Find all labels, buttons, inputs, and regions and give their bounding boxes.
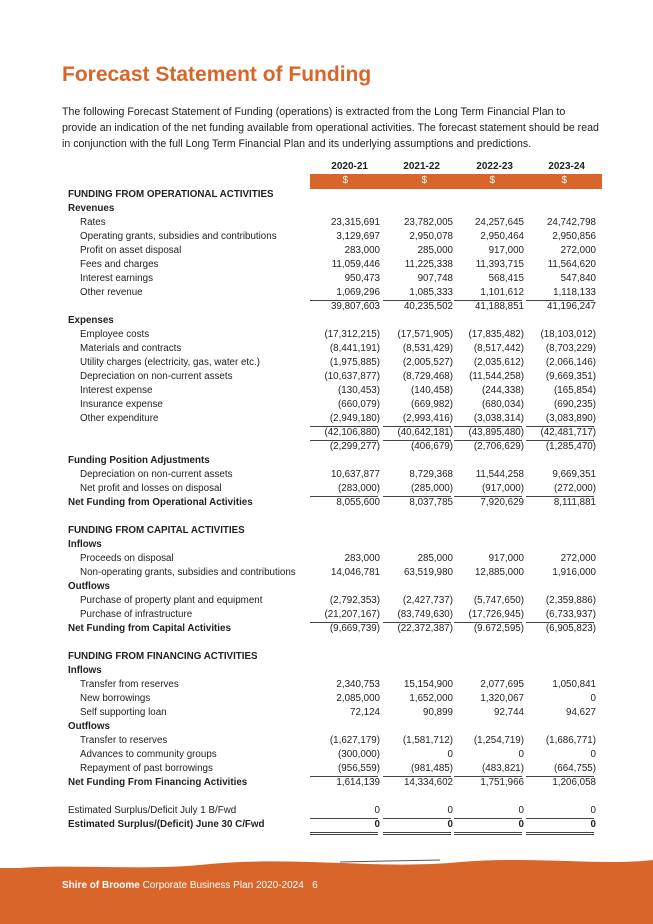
row-value: 1,751,966 (480, 777, 524, 788)
row-value: 8,729,368 (409, 469, 453, 480)
row-value: 285,000 (417, 245, 453, 256)
subtotal-rule (310, 622, 378, 623)
row-value: 1,085,333 (409, 287, 453, 298)
row-value: (2,706,629) (473, 441, 524, 452)
row-value: (8,441,191) (329, 343, 380, 354)
row-value: 15,154,900 (403, 679, 453, 690)
row-label: Depreciation on non-current assets (80, 371, 233, 382)
row-value: (1,581,712) (402, 735, 453, 746)
total-double-rule (310, 832, 378, 833)
row-value: (18,103,012) (540, 329, 596, 340)
footer-band (0, 868, 653, 924)
row-value: 11,059,446 (331, 259, 380, 270)
table-row (0, 301, 653, 315)
row-value: 0 (590, 749, 596, 760)
row-label: Repayment of past borrowings (80, 763, 213, 774)
row-value: (1,686,771) (545, 735, 596, 746)
row-label: Inflows (68, 539, 102, 550)
row-value: 0 (590, 819, 596, 830)
row-label: Other revenue (80, 287, 143, 298)
row-value: 950,473 (344, 273, 380, 284)
table-row (0, 413, 653, 427)
row-label: Outflows (68, 581, 110, 592)
row-label: Estimated Surplus/(Deficit) June 30 C/Fwd (68, 819, 265, 830)
subtotal-rule (383, 622, 451, 623)
row-value: 3,129,697 (336, 231, 380, 242)
row-value: (2,035,612) (473, 357, 524, 368)
row-value: 907,748 (417, 273, 453, 284)
row-value: 272,000 (560, 553, 596, 564)
total-double-rule (454, 834, 522, 835)
row-value: 1,206,058 (552, 777, 596, 788)
row-value: 23,782,005 (403, 217, 453, 228)
table-row (0, 329, 653, 343)
table-row (0, 399, 653, 413)
row-value: (43,895,480) (468, 427, 524, 438)
row-value: 917,000 (488, 553, 524, 564)
subtotal-rule (383, 818, 451, 819)
table-row (0, 735, 653, 749)
table-row (0, 679, 653, 693)
row-label: Expenses (68, 315, 114, 326)
subtotal-rule (383, 776, 451, 777)
year-header: 2021-22 (403, 161, 440, 172)
table-row (0, 539, 653, 553)
row-label: Utility charges (electricity, gas, water etc.) (80, 357, 261, 368)
row-label: Proceeds on disposal (80, 553, 174, 564)
row-value: (17,835,482) (468, 329, 524, 340)
table-row (0, 777, 653, 791)
row-value: 8,111,881 (553, 497, 596, 508)
row-label: Revenues (68, 203, 115, 214)
table-row (0, 819, 653, 833)
table-row (0, 525, 653, 539)
table-row (0, 441, 653, 455)
row-value: 7,920,629 (480, 497, 524, 508)
table-row (0, 749, 653, 763)
row-label: Non-operating grants, subsidies and contributions (80, 567, 296, 578)
row-value: 11,393,715 (475, 259, 524, 270)
row-value: 8,055,600 (336, 497, 380, 508)
row-value: 39,807,603 (330, 301, 380, 312)
row-label: New borrowings (80, 693, 151, 704)
subtotal-rule (310, 818, 378, 819)
row-value: (2,005,527) (402, 357, 453, 368)
subtotal-rule (454, 776, 522, 777)
row-label: Purchase of infrastructure (80, 609, 193, 620)
subtotal-rule (526, 440, 594, 441)
table-row (0, 203, 653, 217)
row-value: 1,916,000 (552, 567, 596, 578)
row-value: 23,315,691 (330, 217, 380, 228)
year-header: 2022-23 (476, 161, 513, 172)
row-value: 0 (590, 805, 596, 816)
row-label: Fees and charges (80, 259, 159, 270)
row-value: (2,949,180) (329, 413, 380, 424)
row-label: Insurance expense (80, 399, 163, 410)
subtotal-rule (526, 426, 594, 427)
row-value: 917,000 (488, 245, 524, 256)
row-value: (2,993,416) (402, 413, 453, 424)
footer-org: Shire of Broome (62, 880, 140, 891)
row-value: 14,334,602 (403, 777, 453, 788)
table-row (0, 357, 653, 371)
row-value: (680,034) (482, 399, 524, 410)
subtotal-rule (526, 622, 594, 623)
subtotal-rule (383, 426, 451, 427)
table-row (0, 805, 653, 819)
table-row (0, 343, 653, 357)
row-value: 92,744 (494, 707, 524, 718)
brushstroke-decoration (0, 856, 653, 876)
total-double-rule (310, 834, 378, 835)
table-row (0, 231, 653, 245)
row-value: (40,642,181) (397, 427, 453, 438)
row-value: 0 (518, 819, 524, 830)
table-row (0, 189, 653, 203)
row-value: 2,950,464 (480, 231, 524, 242)
row-value: (8,531,429) (402, 343, 453, 354)
table-row (0, 665, 653, 679)
row-value: 9,669,351 (552, 469, 596, 480)
row-value: 40,235,502 (403, 301, 453, 312)
row-value: (9,669,739) (329, 623, 380, 634)
row-value: (11,544,258) (469, 371, 524, 382)
row-value: (1,254,719) (473, 735, 524, 746)
row-label: Employee costs (80, 329, 150, 340)
row-value: 0 (447, 749, 453, 760)
subtotal-rule (454, 440, 522, 441)
subtotal-rule (310, 300, 378, 301)
row-value: 8,037,785 (409, 497, 453, 508)
row-value: (917,000) (482, 483, 524, 494)
subtotal-rule (454, 426, 522, 427)
row-value: 547,840 (560, 273, 596, 284)
row-value: (285,000) (411, 483, 453, 494)
row-value: (9,669,351) (545, 371, 596, 382)
row-label: Net profit and losses on disposal (80, 483, 222, 494)
subtotal-rule (383, 300, 451, 301)
row-value: 1,118,133 (553, 287, 596, 298)
row-label: Funding Position Adjustments (68, 455, 210, 466)
subtotal-rule (383, 440, 451, 441)
row-label: Other expenditure (80, 413, 159, 424)
table-row (0, 371, 653, 385)
row-label: Net Funding From Financing Activities (68, 777, 248, 788)
row-value: 90,899 (423, 707, 453, 718)
row-value: (483,821) (482, 763, 524, 774)
subtotal-rule (310, 496, 378, 497)
row-label: Transfer to reserves (80, 735, 168, 746)
row-value: 2,950,078 (409, 231, 453, 242)
row-label: Materials and contracts (80, 343, 182, 354)
row-value: (17,726,945) (468, 609, 524, 620)
table-row (0, 469, 653, 483)
row-value: (5,747,650) (473, 595, 524, 606)
row-label: Interest earnings (80, 273, 153, 284)
row-label: Net Funding from Capital Activities (68, 623, 231, 634)
row-value: (406,679) (411, 441, 453, 452)
row-value: (1,285,470) (545, 441, 596, 452)
total-double-rule (526, 832, 594, 833)
subtotal-rule (526, 776, 594, 777)
footer-text (62, 880, 318, 891)
row-value: (2,066,146) (545, 357, 596, 368)
row-label: Rates (80, 217, 106, 228)
row-value: 1,069,296 (336, 287, 380, 298)
row-label: Interest expense (80, 385, 153, 396)
table-row (0, 791, 653, 805)
row-label: FUNDING FROM OPERATIONAL ACTIVITIES (68, 189, 274, 200)
subtotal-rule (383, 496, 451, 497)
total-double-rule (526, 834, 594, 835)
row-value: (42,106,880) (324, 427, 380, 438)
row-value: 2,085,000 (336, 693, 380, 704)
row-value: (956,559) (338, 763, 380, 774)
row-value: 272,000 (560, 245, 596, 256)
subtotal-rule (526, 496, 594, 497)
row-value: 0 (374, 805, 380, 816)
row-value: 11,564,620 (547, 259, 596, 270)
row-value: 63,519,980 (403, 567, 453, 578)
table-row (0, 427, 653, 441)
table-row (0, 553, 653, 567)
row-value: 0 (447, 819, 453, 830)
currency-label: $ (561, 175, 567, 186)
subtotal-rule (454, 818, 522, 819)
row-value: (8,517,442) (473, 343, 524, 354)
row-value: (42,481,717) (540, 427, 596, 438)
table-row (0, 637, 653, 651)
table-row (0, 497, 653, 511)
subtotal-rule (454, 496, 522, 497)
table-row (0, 259, 653, 273)
row-value: 12,885,000 (474, 567, 524, 578)
table-row (0, 217, 653, 231)
row-value: 1,652,000 (409, 693, 453, 704)
row-value: (22,372,387) (397, 623, 453, 634)
row-value: 1,050,841 (552, 679, 596, 690)
row-value: (244,338) (482, 385, 524, 396)
row-value: 24,742,798 (546, 217, 596, 228)
table-row (0, 581, 653, 595)
row-value: (283,000) (338, 483, 380, 494)
row-value: (1,627,179) (329, 735, 380, 746)
table-row (0, 483, 653, 497)
row-label: Self supporting loan (80, 707, 167, 718)
row-label: Inflows (68, 665, 102, 676)
row-value: 568,415 (488, 273, 524, 284)
row-label: Operating grants, subsidies and contributions (80, 231, 277, 242)
table-row (0, 385, 653, 399)
table-row (0, 763, 653, 777)
row-label: Transfer from reserves (80, 679, 179, 690)
total-double-rule (383, 834, 451, 835)
row-value: (21,207,167) (324, 609, 380, 620)
row-value: 2,950,856 (552, 231, 596, 242)
total-double-rule (383, 832, 451, 833)
row-value: (9.672,595) (473, 623, 524, 634)
row-value: (660,079) (338, 399, 380, 410)
subtotal-rule (454, 300, 522, 301)
row-value: 0 (447, 805, 453, 816)
table-row (0, 707, 653, 721)
table-row (0, 567, 653, 581)
currency-label: $ (421, 175, 427, 186)
page-title: Forecast Statement of Funding (62, 63, 372, 86)
row-value: (17,312,215) (324, 329, 380, 340)
table-row (0, 511, 653, 525)
row-value: (140,458) (411, 385, 453, 396)
row-value: (6,733,937) (545, 609, 596, 620)
row-value: (669,982) (411, 399, 453, 410)
subtotal-rule (310, 776, 378, 777)
row-value: 72,124 (350, 707, 380, 718)
row-value: (3,038,314) (473, 413, 524, 424)
row-value: (8,729,468) (402, 371, 453, 382)
row-value: (2,359,886) (545, 595, 596, 606)
row-value: (3,083,890) (545, 413, 596, 424)
row-label: Outflows (68, 721, 110, 732)
table-row (0, 455, 653, 469)
row-label: Depreciation on non-current assets (80, 469, 233, 480)
subtotal-rule (454, 622, 522, 623)
row-value: (664,755) (554, 763, 596, 774)
row-value: (300,000) (338, 749, 380, 760)
subtotal-rule (310, 440, 378, 441)
row-value: 10,637,877 (330, 469, 380, 480)
table-row (0, 651, 653, 665)
row-value: (1,975,885) (329, 357, 380, 368)
row-value: (272,000) (554, 483, 596, 494)
footer-doc: Corporate Business Plan 2020-2024 (139, 880, 304, 891)
row-value: (10,637,877) (324, 371, 380, 382)
row-value: 1,101,612 (480, 287, 524, 298)
table-row (0, 273, 653, 287)
row-value: 0 (374, 819, 380, 830)
row-label: Estimated Surplus/Deficit July 1 B/Fwd (68, 805, 237, 816)
row-value: 1,614,139 (336, 777, 380, 788)
subtotal-rule (310, 426, 378, 427)
row-value: 11,225,338 (404, 259, 453, 270)
row-label: Profit on asset disposal (80, 245, 182, 256)
row-value: (17,571,905) (397, 329, 453, 340)
table-row (0, 595, 653, 609)
row-value: 2,077,695 (480, 679, 524, 690)
currency-label: $ (489, 175, 495, 186)
table-row (0, 287, 653, 301)
row-value: (2,299,277) (329, 441, 380, 452)
row-label: FUNDING FROM FINANCING ACTIVITIES (68, 651, 258, 662)
row-value: 0 (518, 805, 524, 816)
row-value: (130,453) (338, 385, 380, 396)
table-row (0, 721, 653, 735)
row-label: Net Funding from Operational Activities (68, 497, 253, 508)
row-value: 94,627 (566, 707, 596, 718)
row-value: 41,188,851 (474, 301, 524, 312)
subtotal-rule (526, 818, 594, 819)
table-row (0, 693, 653, 707)
table-row (0, 245, 653, 259)
page-number: 6 (312, 880, 318, 891)
row-value: (690,235) (554, 399, 596, 410)
table-row (0, 623, 653, 637)
row-value: (2,792,353) (329, 595, 380, 606)
total-double-rule (454, 832, 522, 833)
row-value: 41,196,247 (546, 301, 596, 312)
row-value: (165,854) (554, 385, 596, 396)
year-header: 2023-24 (548, 161, 585, 172)
row-value: 11,544,258 (475, 469, 524, 480)
row-value: 14,046,781 (330, 567, 380, 578)
row-value: 285,000 (417, 553, 453, 564)
row-value: (83,749,630) (397, 609, 453, 620)
table-row (0, 609, 653, 623)
year-header: 2020-21 (331, 161, 368, 172)
row-label: Purchase of property plant and equipment (80, 595, 263, 606)
row-value: 24,257,645 (474, 217, 524, 228)
row-value: (2,427,737) (402, 595, 453, 606)
currency-label: $ (342, 175, 348, 186)
row-label: Advances to community groups (80, 749, 217, 760)
table-row (0, 315, 653, 329)
row-value: (981,485) (411, 763, 453, 774)
row-value: 0 (590, 693, 596, 704)
subtotal-rule (526, 300, 594, 301)
row-value: 1,320,067 (480, 693, 524, 704)
intro-paragraph: The following Forecast Statement of Funding (operations) is extracted from the Long Term Financial Plan to provide an indication of the net funding available from operational activities. The forecast statement should be read in conjunction with the full Long Term Financial Plan and its underlying assumptions and predictions. (62, 106, 599, 150)
row-label: FUNDING FROM CAPITAL ACTIVITIES (68, 525, 245, 536)
row-value: 0 (518, 749, 524, 760)
row-value: 283,000 (344, 245, 380, 256)
row-value: 2,340,753 (336, 679, 380, 690)
row-value: (6,905,823) (545, 623, 596, 634)
row-value: 283,000 (344, 553, 380, 564)
row-value: (8,703,229) (545, 343, 596, 354)
